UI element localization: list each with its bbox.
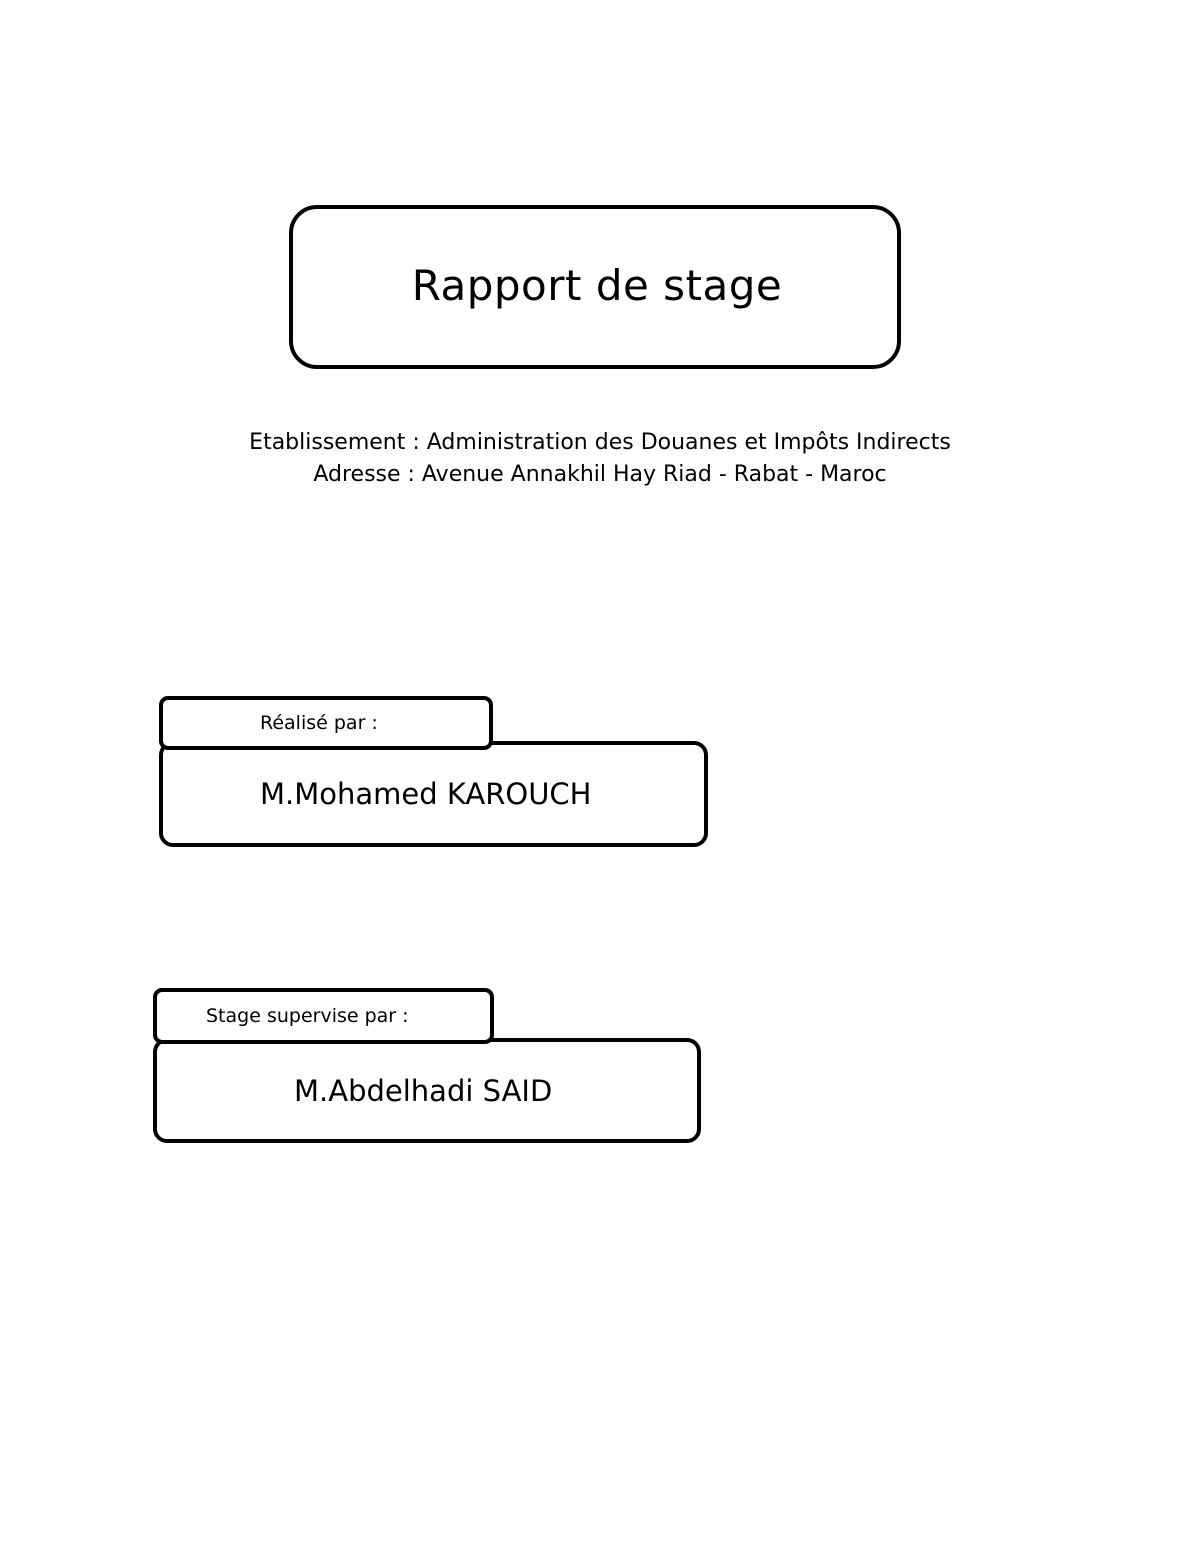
page-title: Rapport de stage bbox=[411, 260, 783, 310]
supervisor-name-frame bbox=[153, 1038, 701, 1143]
author-label: Réalisé par : bbox=[260, 712, 378, 734]
title-frame bbox=[289, 205, 901, 369]
author-label-frame bbox=[159, 696, 493, 750]
supervisor-name: M.Abdelhadi SAID bbox=[294, 1073, 553, 1108]
establishment-line: Etablissement : Administration des Douanes et Impôts Indirects bbox=[249, 430, 951, 455]
establishment-info bbox=[0, 427, 1200, 491]
supervisor-label-frame bbox=[153, 988, 494, 1044]
address-line: Adresse : Avenue Annakhil Hay Riad - Rabat - Maroc bbox=[313, 462, 887, 487]
supervisor-label: Stage supervise par : bbox=[206, 1005, 409, 1027]
author-name: M.Mohamed KAROUCH bbox=[260, 777, 592, 811]
author-name-frame bbox=[159, 741, 708, 847]
